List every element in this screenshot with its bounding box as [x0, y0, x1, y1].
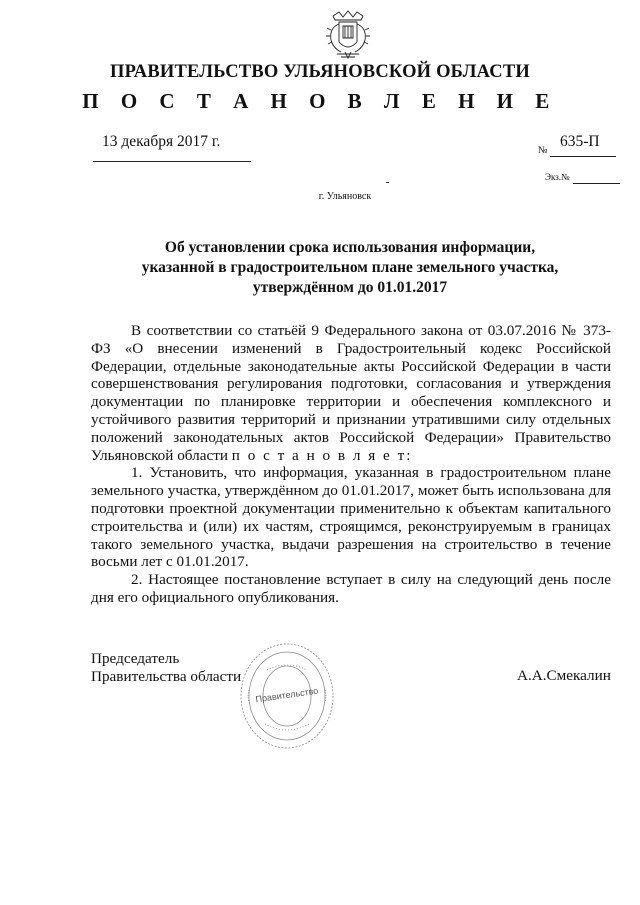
coat-of-arms-icon — [325, 8, 371, 60]
preamble-text: В соответствии со статьёй 9 Федерального закона от 03.07.2016 № 373-ФЗ «О внесении изменений в Градостроительный кодекс Российской Федерации, отдельные законодательные акты Российской Федерации в части совершенствования регулирования подготовки, согласования и утверждения документации по планировке территории и обеспечения комплексного и устойчивого развития территорий и признании утратившими силу отдельных положений законодательных актов Российской Федерации» Правительство Ульяновской области — [91, 322, 611, 464]
item-2: 2. Настоящее постановление вступает в силу на следующий день после дня его официального опубликования. — [91, 571, 611, 606]
document-number — [538, 133, 618, 159]
date-underline — [93, 161, 251, 162]
item-1: 1. Установить, что информация, указанная в градостроительном плане земельного участка, утверждённом до 01.01.2017, может быть использована для подготовки проектной документации применительно к объектам капитального строительства и (или) их частям, строящимся, реконструируемым в границах такого земельного участка, выдачи разрешения на строительство в течение восьми лет с 01.01.2017. — [91, 464, 611, 571]
preamble-paragraph — [91, 322, 611, 464]
copy-underline — [573, 183, 620, 184]
official-stamp — [237, 640, 337, 752]
number-value: 635-П — [560, 133, 600, 150]
heading-line-1: Об установлении срока использования информации, — [164, 239, 536, 256]
number-sign: № — [538, 145, 548, 156]
document-heading — [100, 238, 600, 298]
signer-position — [91, 650, 241, 686]
stamp-text: Правительство — [254, 685, 319, 705]
signer-position-line-2: Правительства области — [91, 668, 242, 685]
document-type: П О С Т А Н О В Л Е Н И Е — [82, 89, 558, 113]
copy-number — [545, 172, 620, 186]
city: г. Ульяновск — [318, 191, 372, 202]
signer-name: А.А.Смекалин — [517, 667, 611, 684]
document-date: 13 декабря 2017 г. — [102, 133, 221, 150]
document-body — [91, 322, 611, 607]
decree-word: п о с т а н о в л я е т: — [231, 446, 413, 464]
copy-label: Экз.№ — [545, 172, 570, 182]
scan-speck — [386, 182, 389, 183]
government-title: ПРАВИТЕЛЬСТВО УЛЬЯНОВСКОЙ ОБЛАСТИ — [110, 62, 530, 82]
heading-line-2: указанной в градостроительном плане земельного участка, — [141, 259, 559, 276]
heading-line-3: утверждённом до 01.01.2017 — [252, 279, 448, 296]
signer-position-line-1: Председатель — [91, 650, 180, 667]
number-underline — [550, 156, 616, 157]
